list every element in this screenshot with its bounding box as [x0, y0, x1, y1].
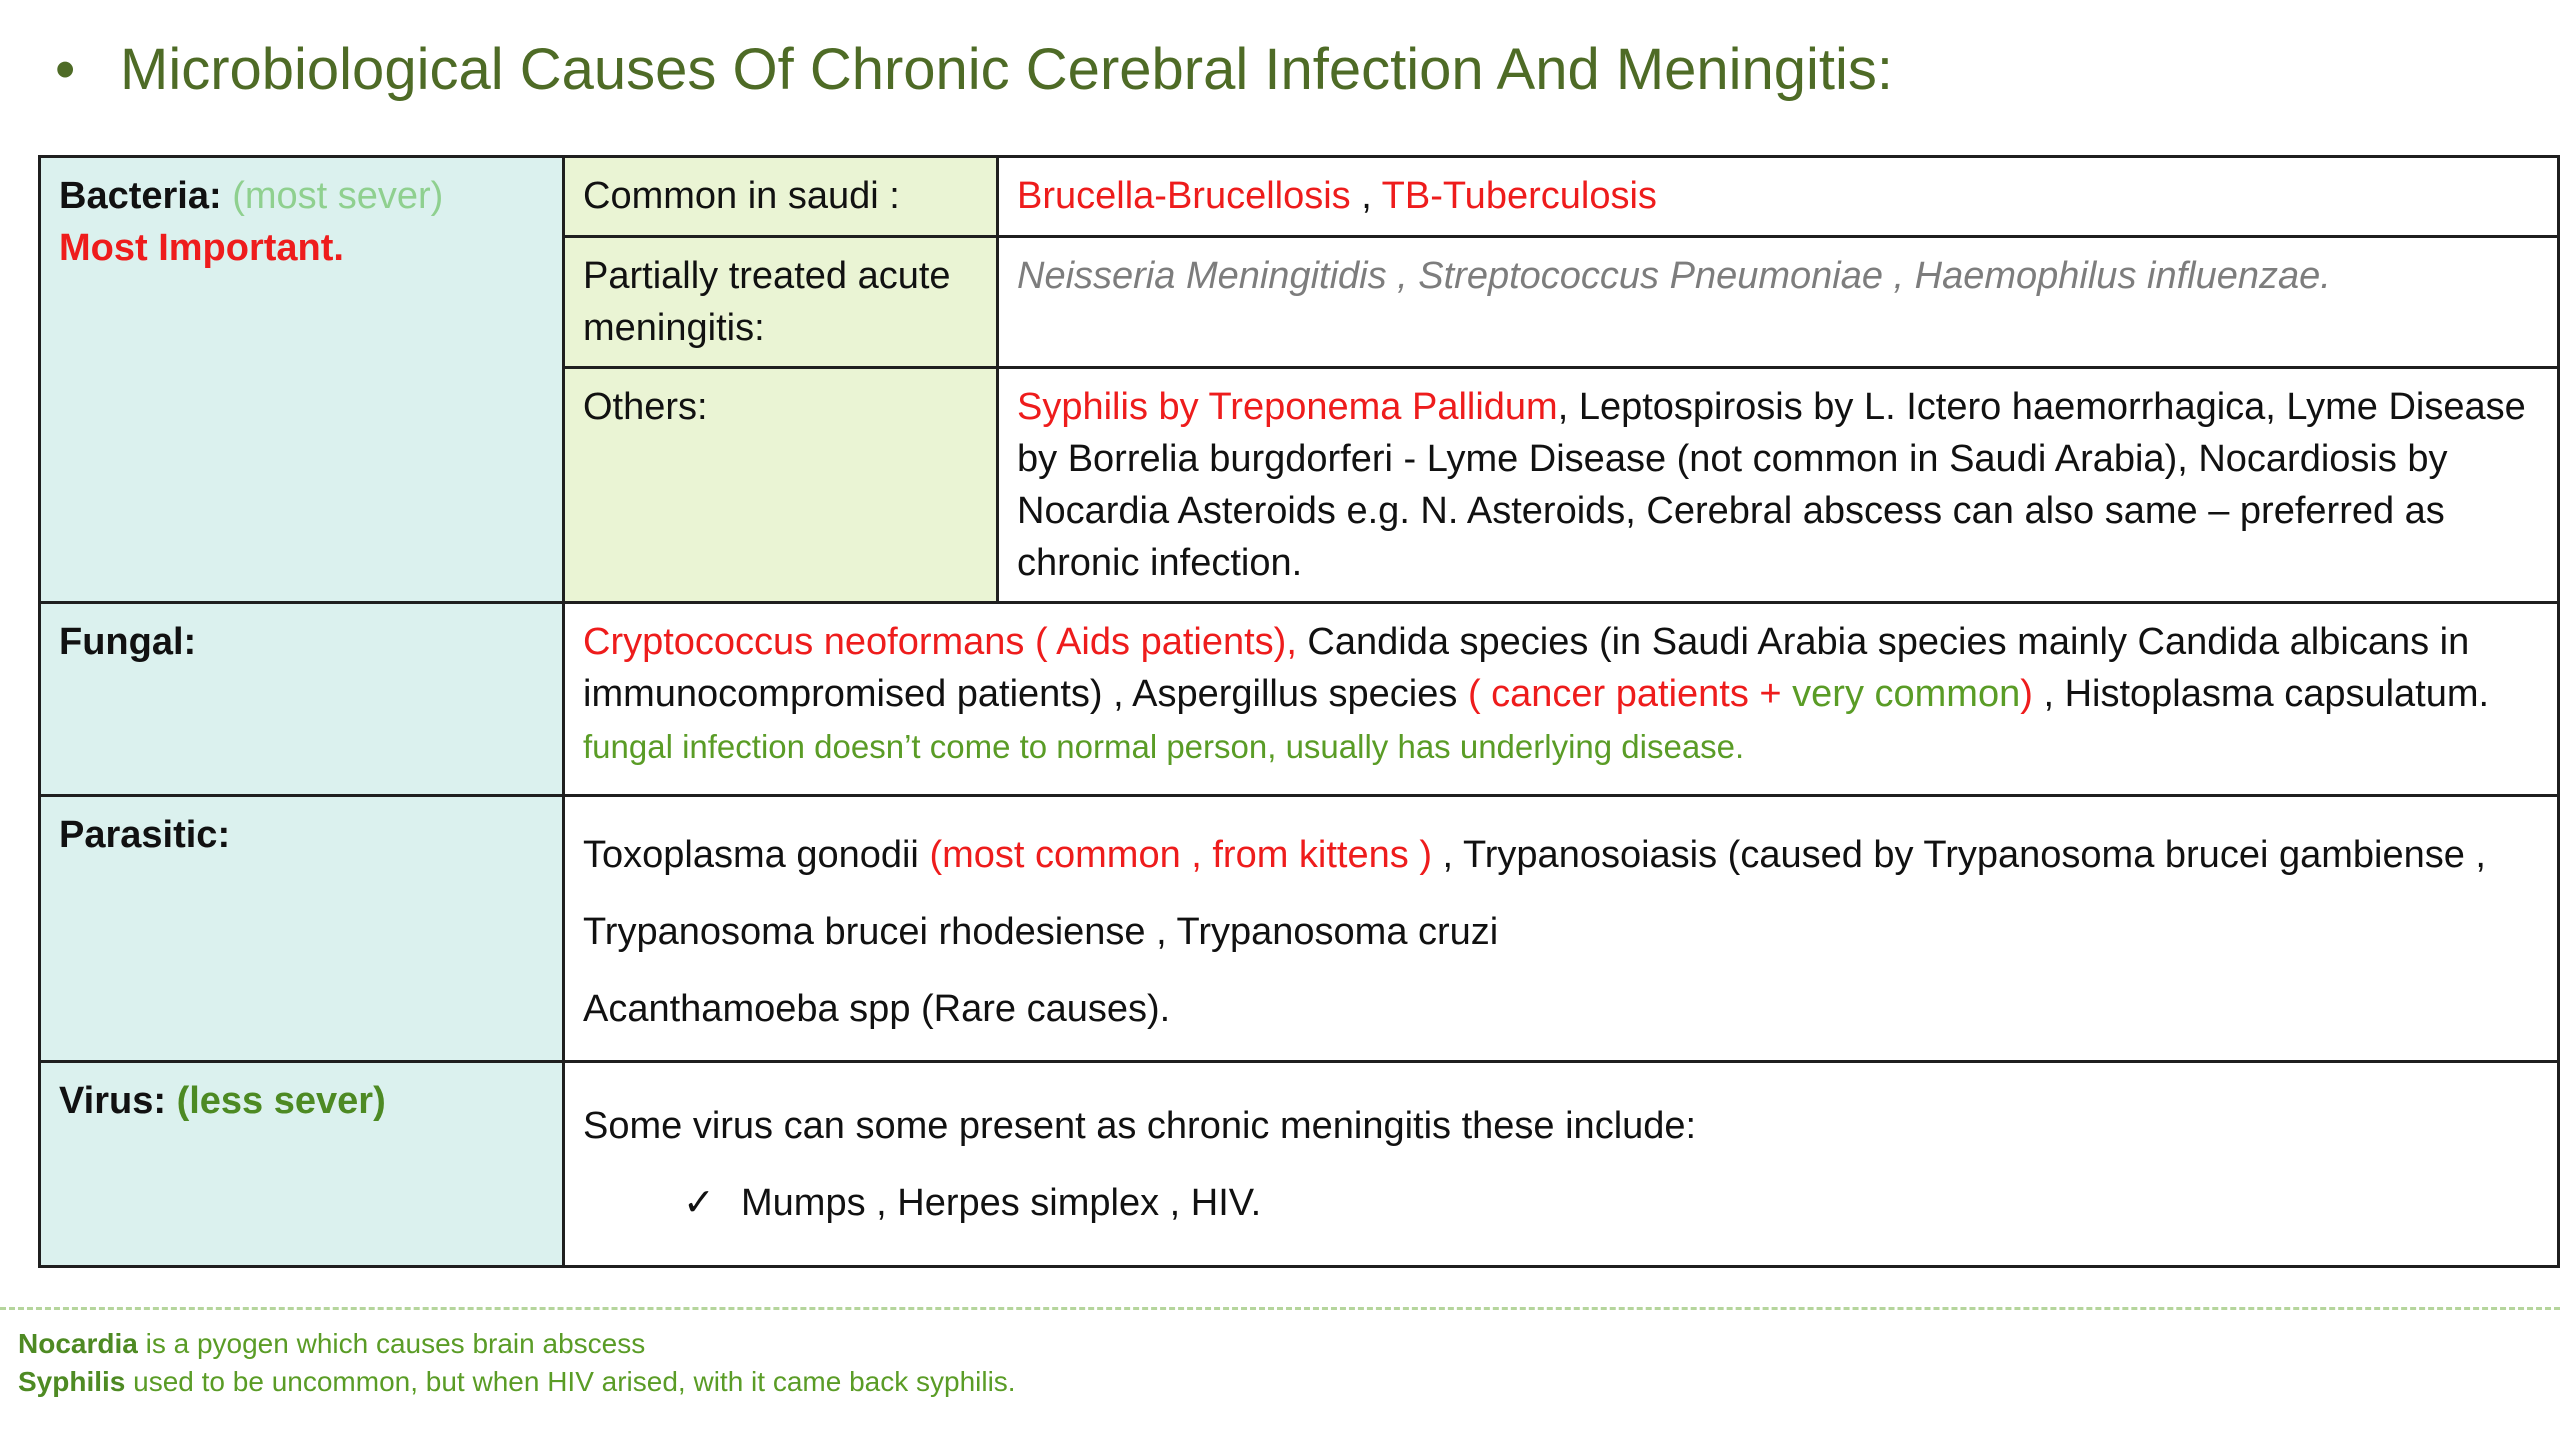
parasitic-line-2: Trypanosoma brucei rhodesiense , Trypanosoma cruzi — [583, 911, 1499, 953]
parasitic-category-cell — [40, 796, 564, 1062]
bacteria-label: Bacteria: — [59, 175, 222, 217]
trypanosoiasis-text: , Trypanosoiasis (caused by Trypanosoma brucei gambiense , — [1431, 834, 2486, 876]
very-common-text: very common — [1792, 673, 2021, 715]
table-row — [40, 157, 2559, 237]
separator-text: , — [1350, 175, 1382, 217]
sub-label: Others: — [583, 386, 708, 428]
bacteria-partial-cell — [998, 237, 2559, 368]
parasitic-label: Parasitic: — [59, 814, 231, 856]
bacteria-common-cell — [998, 157, 2559, 237]
footnote-syphilis — [18, 1363, 1016, 1401]
title-bullet: • — [55, 37, 76, 102]
fungal-note: fungal infection doesn’t come to normal person, usually has underlying disease. — [583, 728, 1745, 765]
bacteria-sub-common — [564, 157, 998, 237]
virus-severity: (less sever) — [176, 1080, 386, 1122]
fungal-text-2: , Histoplasma capsulatum. — [2032, 673, 2490, 715]
bacteria-sub-partial — [564, 237, 998, 368]
virus-category-cell — [40, 1062, 564, 1267]
partial-organisms: Neisseria Meningitidis , Streptococcus Pneumoniae , Haemophilus influenzae. — [1017, 255, 2331, 297]
bacteria-sub-others — [564, 368, 998, 603]
page-title — [55, 30, 2505, 110]
footnote-text: is a pyogen which causes brain abscess — [137, 1328, 646, 1359]
bacteria-category-cell — [40, 157, 564, 603]
footnote-text: used to be uncommon, but when HIV arised, with it came back syphilis. — [125, 1366, 1016, 1397]
bacteria-important: Most Important. — [59, 227, 344, 269]
bacteria-severity: (most sever) — [232, 175, 444, 217]
title-text: Microbiological Causes Of Chronic Cerebral Infection And Meningitis: — [120, 37, 1894, 102]
virus-content-cell — [564, 1062, 2559, 1267]
footnote-nocardia — [18, 1325, 1016, 1363]
footnote-bold: Syphilis — [18, 1366, 126, 1397]
parasitic-line-1 — [583, 817, 2539, 894]
virus-label: Virus: — [59, 1080, 167, 1122]
cancer-text: ( cancer patients + — [1467, 673, 1793, 715]
fungal-text-1: Candida species (in Saudi Arabia species mainly Candida albicans in immunocompromised patients) , Aspergillus species — [583, 621, 2470, 715]
table-row — [40, 1062, 2559, 1267]
sub-label: Partially treated acute meningitis: — [583, 255, 951, 349]
footnote-divider — [0, 1307, 2560, 1310]
parasitic-line-3: Acanthamoeba spp (Rare causes). — [583, 988, 1171, 1030]
cryptococcus-text: Cryptococcus neoformans ( Aids patients), — [583, 621, 1297, 663]
parasitic-content-cell — [564, 796, 2559, 1062]
sub-label: Common in saudi : — [583, 175, 900, 217]
tb-text: TB-Tuberculosis — [1381, 175, 1657, 217]
virus-line-2 — [583, 1165, 2539, 1242]
causes-table — [38, 155, 2560, 1268]
close-paren: ) — [2020, 673, 2033, 715]
brucella-text: Brucella-Brucellosis — [1017, 175, 1351, 217]
table-row — [40, 796, 2559, 1062]
bacteria-others-cell — [998, 368, 2559, 603]
fungal-label: Fungal: — [59, 621, 197, 663]
table-row — [40, 603, 2559, 796]
fungal-content-cell — [564, 603, 2559, 796]
footnote-bold: Nocardia — [18, 1328, 138, 1359]
most-common-text: (most common , from kittens ) — [929, 834, 1432, 876]
virus-list-text: Mumps , Herpes simplex , HIV. — [741, 1182, 1262, 1224]
checkmark-icon: ✓ — [683, 1182, 715, 1224]
footnotes — [18, 1325, 1016, 1401]
virus-line-1: Some virus can some present as chronic meningitis these include: — [583, 1105, 1697, 1147]
syphilis-text: Syphilis by Treponema Pallidum — [1017, 386, 1558, 428]
others-text: , Leptospirosis by L. Ictero haemorrhagica, Lyme Disease by Borrelia burgdorferi - Lyme Disease (not common in Saudi Arabia), Nocardiosis by Nocardia Asteroids e.g. N. Asteroids, Cerebral abscess can also same – preferred as chronic infection. — [1017, 386, 2526, 584]
fungal-category-cell — [40, 603, 564, 796]
toxoplasma-text: Toxoplasma gonodii — [583, 834, 930, 876]
